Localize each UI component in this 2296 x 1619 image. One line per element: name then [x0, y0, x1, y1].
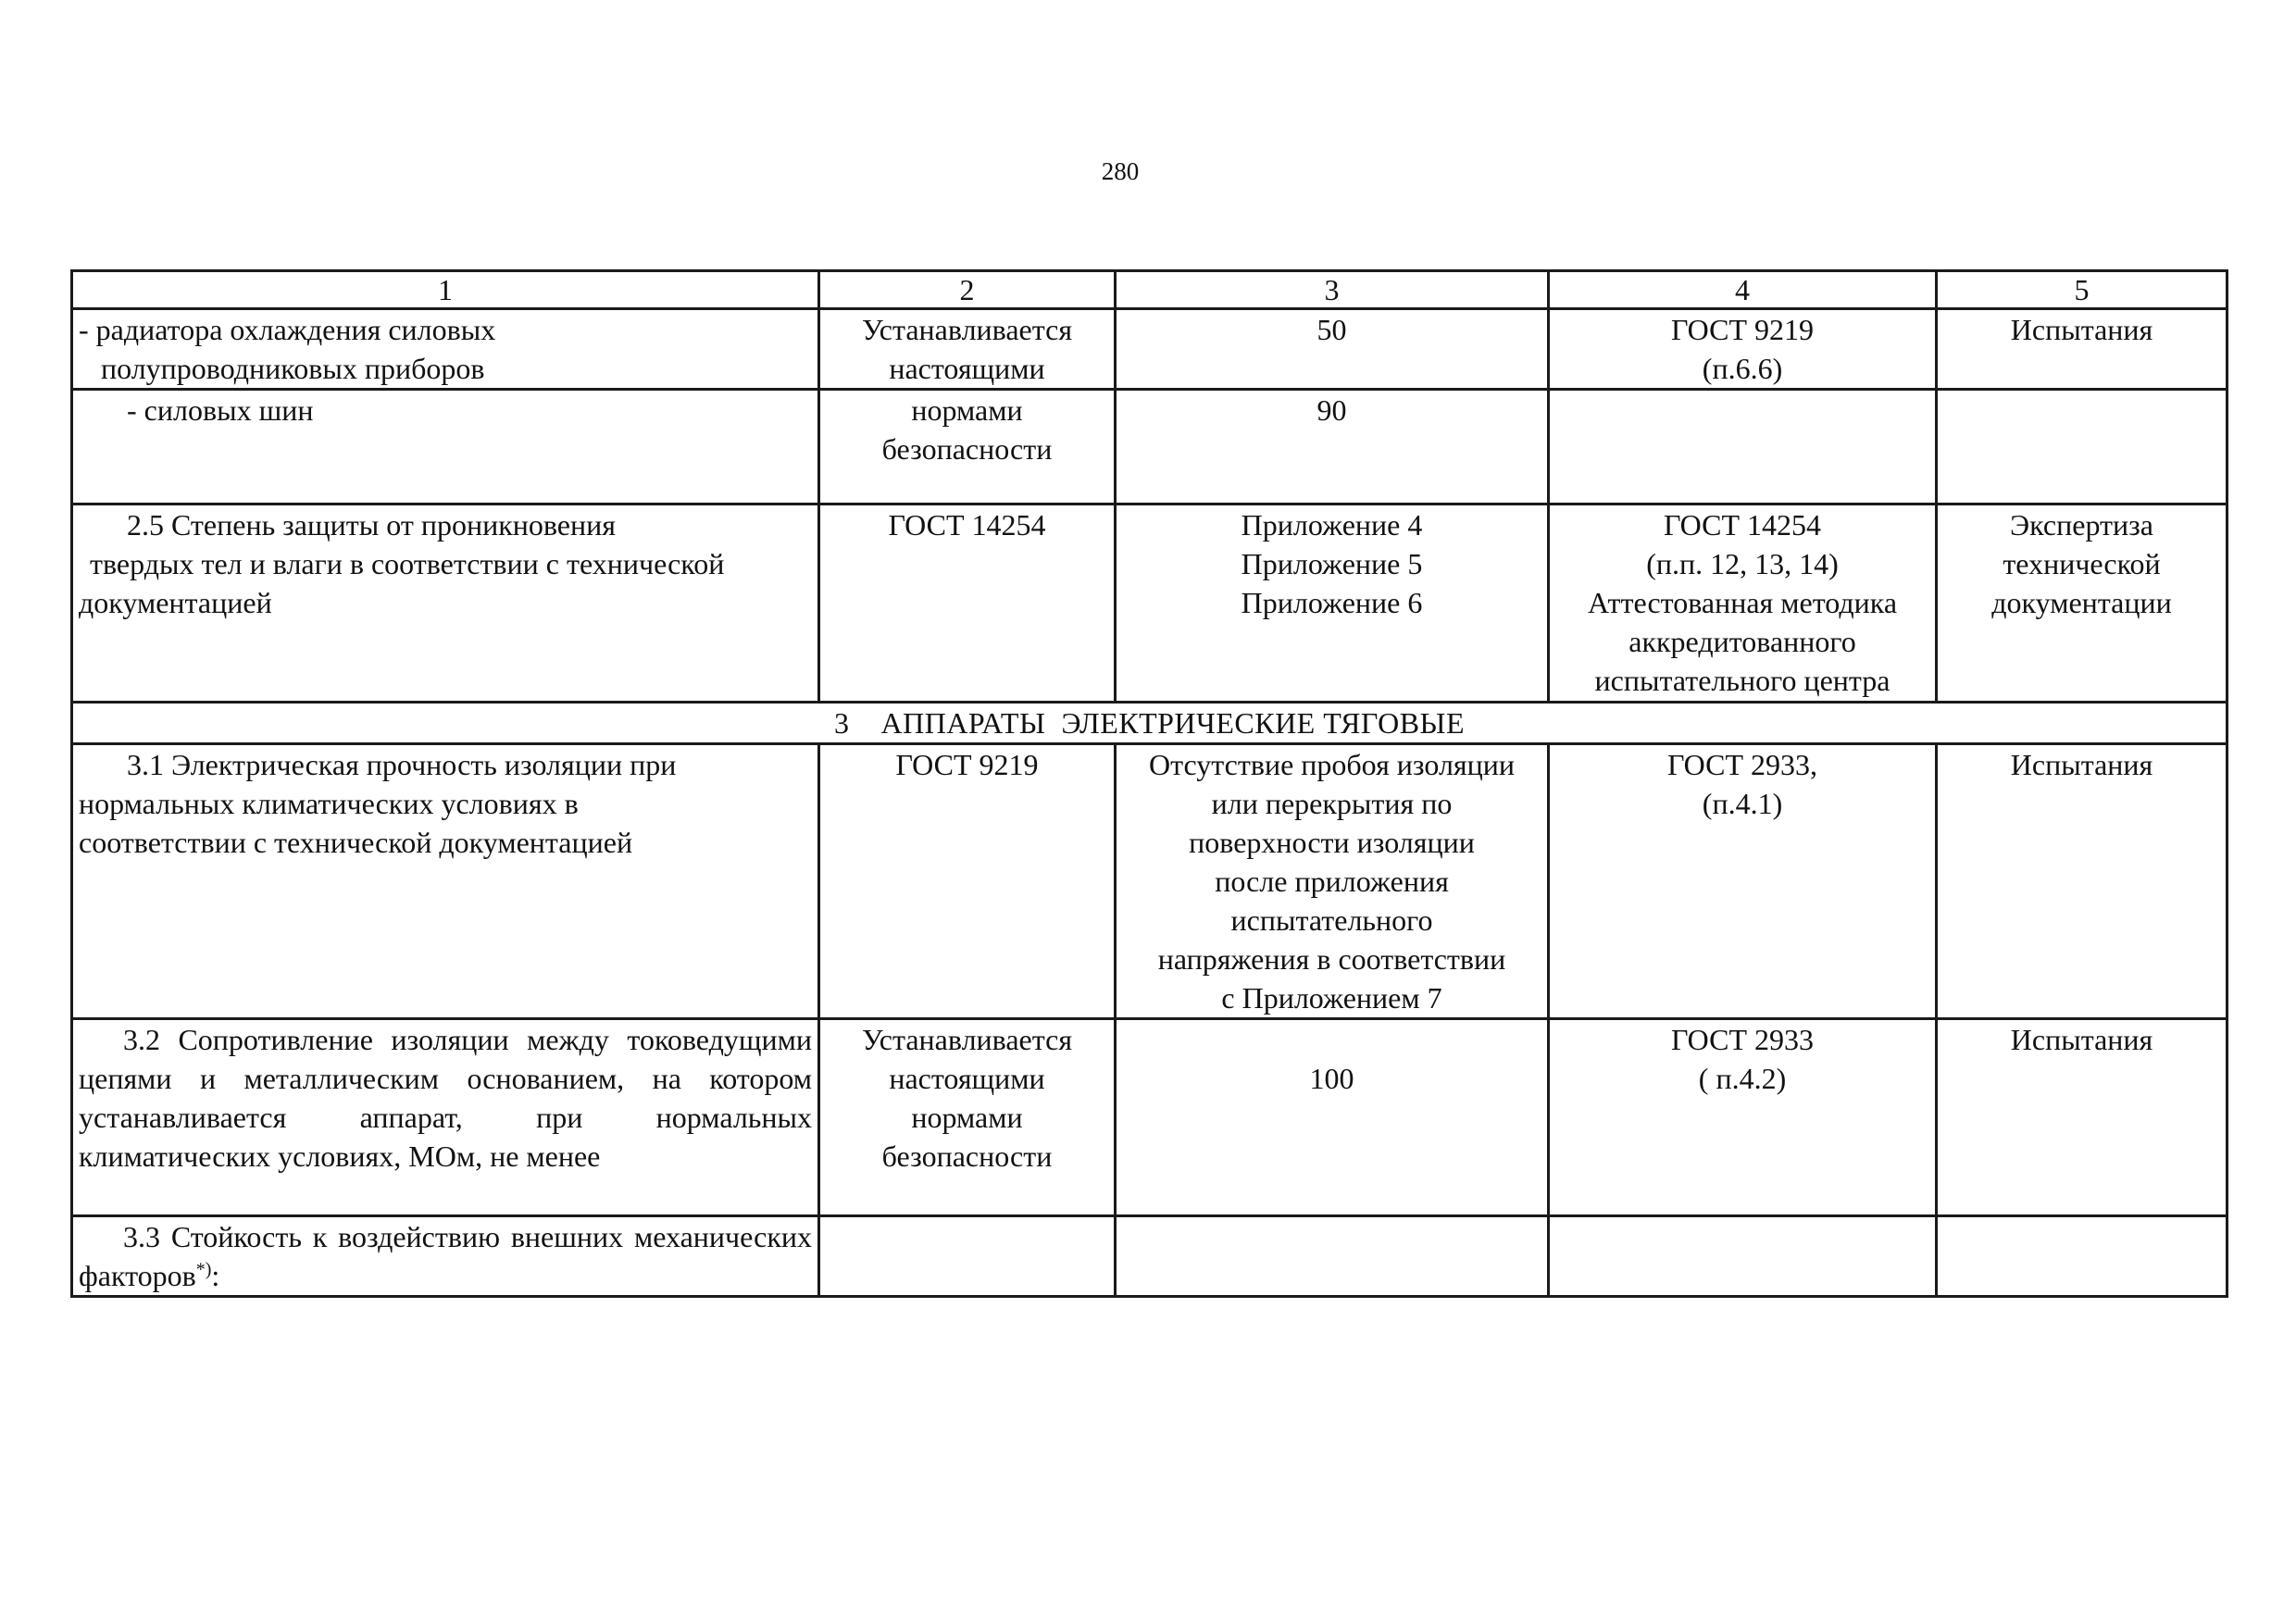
row-norm-source: ГОСТ 14254	[819, 504, 1116, 703]
row-verification: Испытания	[1937, 309, 2227, 390]
text-line: документацией	[79, 586, 272, 619]
text-line: Приложение 6	[1241, 586, 1423, 619]
text-line: Аттестованная методика	[1587, 586, 1898, 619]
text-line: твердых тел и влаги в соответствии с технической	[90, 547, 725, 580]
text-line: Приложение 4	[1241, 508, 1423, 542]
row-parameter	[72, 504, 819, 703]
text-line: Отсутствие пробоя изоляции	[1149, 748, 1515, 781]
row-parameter	[72, 309, 819, 390]
row-norm-source	[819, 390, 1116, 504]
text-line: настоящими	[889, 352, 1045, 385]
table-row	[72, 744, 2227, 1019]
row-test-method	[1549, 504, 1937, 703]
text-line: безопасности	[881, 1140, 1053, 1173]
row-verification: Испытания	[1937, 744, 2227, 1019]
row-test-method	[1549, 1216, 1937, 1297]
row-verification	[1937, 1216, 2227, 1297]
row-norm-source	[819, 1019, 1116, 1216]
text-line: полупроводниковых приборов	[101, 352, 485, 385]
text-line: ГОСТ 2933,	[1666, 748, 1818, 781]
text-line: 3.3 Стойкость к воздействию внешних механических факторов	[79, 1220, 812, 1292]
text-line: (п.п. 12, 13, 14)	[1646, 547, 1839, 580]
table-header-row	[72, 271, 2227, 309]
row-parameter	[72, 390, 819, 504]
footnote-marker: *)	[195, 1259, 212, 1280]
section-title: 3 АППАРАТЫ ЭЛЕКТРИЧЕСКИЕ ТЯГОВЫЕ	[72, 703, 2227, 744]
row-verification	[1937, 390, 2227, 504]
row-value	[1116, 744, 1549, 1019]
text-line: Устанавливается	[861, 313, 1073, 346]
text-line: технической	[2003, 547, 2161, 580]
text-line: 2.5 Степень защиты от проникновения	[127, 508, 616, 542]
column-header: 2	[819, 271, 1116, 309]
row-test-method	[1549, 390, 1937, 504]
column-header: 1	[72, 271, 819, 309]
row-verification	[1937, 504, 2227, 703]
row-parameter: 3.2 Сопротивление изоляции между токоведущими цепями и металлическим основанием, на котором устанавливается аппарат, при нормальных климатических условиях, МОм, не менее	[72, 1019, 819, 1216]
table-row	[72, 309, 2227, 390]
table-row	[72, 1216, 2227, 1297]
table-row	[72, 1019, 2227, 1216]
text-line: соответствии с технической документацией	[79, 826, 633, 859]
text-line: поверхности изоляции	[1189, 826, 1475, 859]
row-parameter	[72, 744, 819, 1019]
text-line: с Приложением 7	[1221, 981, 1442, 1015]
text-line: настоящими	[889, 1062, 1045, 1095]
text-line: (п.6.6)	[1702, 352, 1783, 385]
text-line: испытательного центра	[1594, 664, 1890, 697]
text-line: после приложения	[1215, 865, 1449, 898]
column-header: 5	[1937, 271, 2227, 309]
column-header: 3	[1116, 271, 1549, 309]
column-header: 4	[1549, 271, 1937, 309]
table-row	[72, 390, 2227, 504]
text-line: безопасности	[881, 432, 1053, 466]
text-line: нормальных климатических условиях в	[79, 787, 579, 820]
row-test-method	[1549, 744, 1937, 1019]
row-norm-source	[819, 1216, 1116, 1297]
text-line: - радиатора охлаждения силовых	[79, 313, 496, 346]
row-value	[1116, 1216, 1549, 1297]
page-number: 280	[1101, 157, 1140, 185]
text-line: напряжения в соответствии	[1157, 942, 1506, 976]
row-parameter	[72, 1216, 819, 1297]
text-line: нормами	[911, 1101, 1023, 1134]
text-line: документации	[1991, 586, 2172, 619]
text-line: или перекрытия по	[1211, 787, 1453, 820]
text-line: 3.1 Электрическая прочность изоляции при	[127, 748, 677, 781]
text-line: (п.4.1)	[1702, 787, 1783, 820]
row-norm-source	[819, 309, 1116, 390]
text-line: Экспертиза	[2010, 508, 2153, 542]
requirements-table	[70, 269, 2228, 1298]
row-norm-source: ГОСТ 9219	[819, 744, 1116, 1019]
text-line: ГОСТ 9219	[1670, 313, 1815, 346]
row-test-method	[1549, 1019, 1937, 1216]
text-line: ( п.4.2)	[1698, 1062, 1787, 1095]
table-row	[72, 504, 2227, 703]
text-line: Приложение 5	[1241, 547, 1423, 580]
text-line: аккредитованного	[1628, 625, 1856, 658]
text-line: ГОСТ 2933	[1670, 1023, 1815, 1056]
row-test-method	[1549, 309, 1937, 390]
row-value: 90	[1116, 390, 1549, 504]
row-value: 50	[1116, 309, 1549, 390]
text-line: Устанавливается	[861, 1023, 1073, 1056]
text-line: нормами	[911, 393, 1023, 427]
text-line: - силовых шин	[127, 393, 314, 427]
text-line: испытательного	[1230, 903, 1433, 937]
row-verification: Испытания	[1937, 1019, 2227, 1216]
row-value: 100	[1116, 1019, 1549, 1216]
row-value	[1116, 504, 1549, 703]
text-line: ГОСТ 14254	[1663, 508, 1822, 542]
section-heading-row	[72, 703, 2227, 744]
text-line: :	[211, 1259, 220, 1292]
